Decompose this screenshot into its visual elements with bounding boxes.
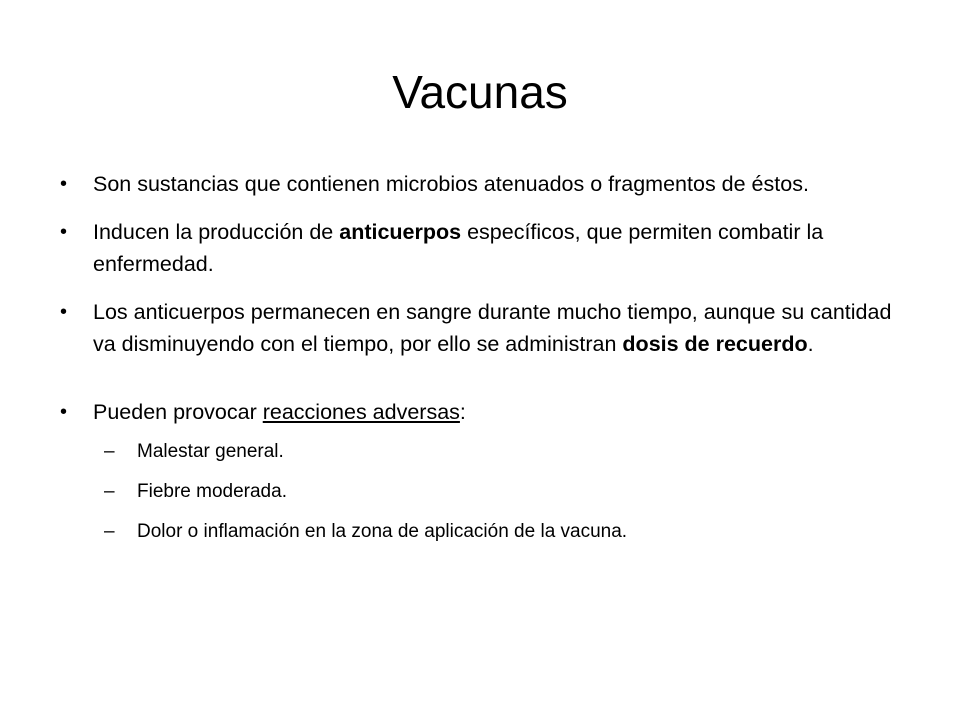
bullet-text: :	[459, 400, 466, 424]
bullet-bold-term: anticuerpos	[339, 220, 462, 244]
bullet-underlined-term: reacciones adversas	[262, 400, 460, 424]
bullet-item	[48, 168, 910, 200]
bullet-text: Pueden provocar	[93, 400, 263, 424]
bullet-item	[48, 396, 910, 428]
bullet-item	[48, 296, 910, 360]
sub-item	[48, 438, 910, 466]
bullet-text: específicos, que permiten combatir la enfermedad.	[93, 220, 824, 276]
sub-item	[48, 518, 910, 546]
sub-item	[48, 478, 910, 506]
slide-body	[48, 168, 910, 558]
slide-title: Vacunas	[392, 66, 568, 118]
sub-item-text: Dolor o inflamación en la zona de aplicación de la vacuna.	[137, 521, 628, 542]
bullet-text: Inducen la producción de	[93, 220, 340, 244]
bullet-bold-term: dosis de recuerdo	[622, 332, 808, 356]
sub-item-text: Malestar general.	[137, 441, 284, 462]
sub-item-text: Fiebre moderada.	[137, 481, 287, 502]
bullet-text: Los anticuerpos permanecen en sangre durante mucho tiempo, aunque su cantidad va disminuyendo con el tiempo, por ello se administran	[93, 300, 892, 356]
bullet-text: .	[807, 332, 814, 356]
bullet-text: Son sustancias que contienen microbios atenuados o fragmentos de éstos.	[93, 172, 809, 196]
bullet-item	[48, 216, 910, 280]
